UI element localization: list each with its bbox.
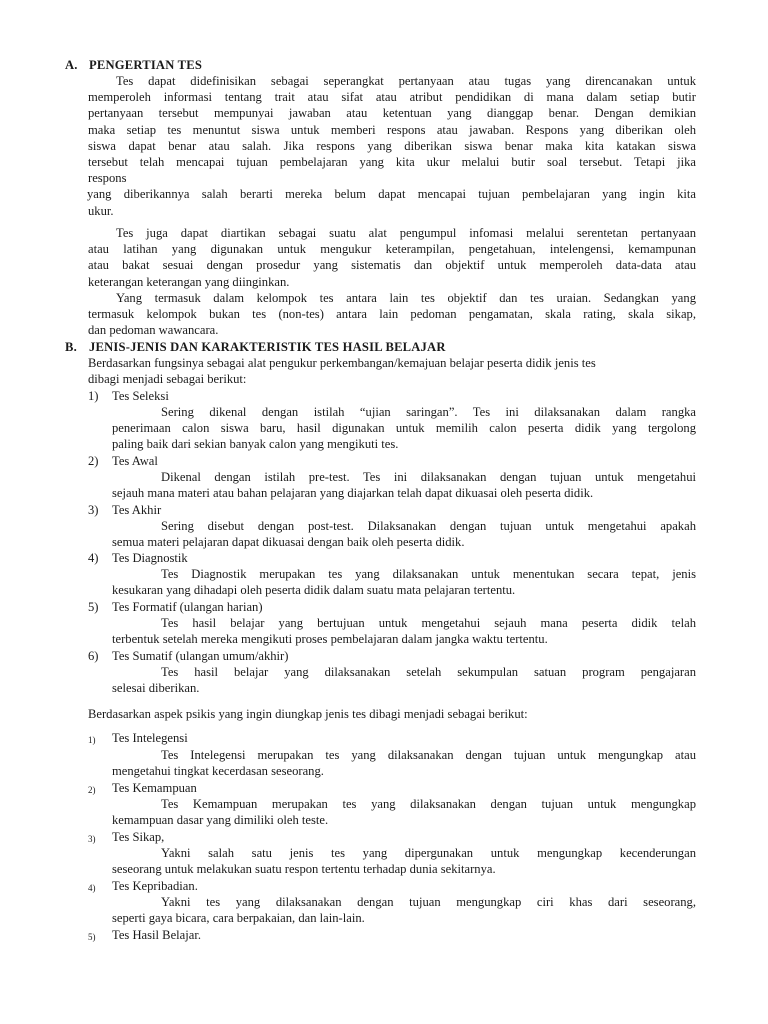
section-a-paragraph-2: Tes juga dapat diartikan sebagai suatu alat pengumpul infomasi melalui serentetan pertanyaan atau latihan yang digunakan untuk mengukur keterampilan, pengetahuan, intelengensi, kemampunan atau bakat sesuai dengan prosedur yang sistematis dan objektif untuk memperoleh data-data atau keterangan keterangan yang diinginkan.: [88, 226, 696, 289]
list-item-title: Tes Awal: [112, 454, 158, 468]
list-number: 2): [88, 454, 99, 468]
list-item-title: Tes Sikap,: [112, 830, 165, 844]
list-item-title: Tes Intelegensi: [112, 731, 188, 745]
list-item-title: Tes Seleksi: [112, 389, 169, 403]
list-item-description: Sering disebut dengan post-test. Dilaksanakan dengan tujuan untuk mengetahui apakah semua materi pelajaran dapat dikuasai dengan baik oleh peserta didik.: [112, 519, 696, 550]
list-number: 3): [88, 503, 99, 517]
list-item-description: Tes Intelegensi merupakan tes yang dilaksanakan dengan tujuan untuk mengungkap atau mengetahui tingkat kecerdasan seseorang.: [112, 748, 696, 779]
section-a-paragraph-1: Tes dapat didefinisikan sebagai seperangkat pertanyaan atau tugas yang direncanakan untuk memperoleh informasi tentang trait atau sifat atau atribut pendidikan di mana dalam setiap butir pertanyaan tersebut mempunyai jawaban atau ketentuan yang dianggap benar. Dengan demikian maka setiap tes menuntut siswa untuk memberi respons atau jawaban. Respons yang diberikan oleh siswa dapat benar atau salah. Jika respons yang diberikan siswa benar maka kita katakan siswa tersebut telah mencapai tujuan pembelajaran yang kita ukur melalui butir soal tersebut. Tetapi jika respons yang diberikannya salah berarti mereka belum dapat mencapai tujuan pembelajaran yang ingin kita ukur.: [87, 74, 696, 218]
section-b-title: JENIS-JENIS DAN KARAKTERISTIK TES HASIL BELAJAR: [89, 340, 446, 354]
list-number: 4): [88, 551, 99, 565]
list-item-description: Sering dikenal dengan istilah “ujian saringan”. Tes ini dilaksanakan dalam rangka penerimaan calon siswa baru, hasil digunakan untuk memilih calon peserta didik yang tergolong paling baik dari sekian banyak calon yang mengikuti tes.: [112, 405, 696, 452]
section-a-title: PENGERTIAN TES: [89, 58, 203, 72]
list-item-title: Tes Kepribadian.: [112, 879, 198, 893]
section-b-heading: [65, 339, 698, 355]
list-item-title: Tes Hasil Belajar.: [112, 928, 201, 942]
list-number: 4): [88, 883, 96, 893]
list-number: 5): [88, 600, 99, 614]
list-number: 1): [88, 389, 99, 403]
list-item-title: Tes Diagnostik: [112, 551, 188, 565]
list-item-title: Tes Akhir: [112, 503, 162, 517]
section-a-paragraph-3: Yang termasuk dalam kelompok tes antara lain tes objektif dan tes uraian. Sedangkan yang termasuk kelompok bukan tes (non-tes) antara lain pedoman pengamatan, skala rating, skala sikap, dan pedoman wawancara.: [88, 291, 696, 338]
list-item-description: Tes Kemampuan merupakan tes yang dilaksanakan dengan tujuan untuk mengungkap kemampuan dasar yang dimiliki oleh teste.: [112, 797, 696, 828]
section-a-label: A.: [65, 58, 78, 72]
list-item-title: Tes Formatif (ulangan harian): [112, 600, 263, 614]
list-item-title: Tes Sumatif (ulangan umum/akhir): [112, 649, 289, 663]
list-number: 3): [88, 834, 96, 844]
list-item-description: Tes hasil belajar yang dilaksanakan setelah sekumpulan satuan program pengajaran selesai diberikan.: [112, 665, 696, 696]
list-number: 1): [88, 735, 96, 745]
list-number: 6): [88, 649, 99, 663]
list-item-description: Dikenal dengan istilah pre-test. Tes ini dilaksanakan dengan tujuan untuk mengetahui sejauh mana materi atau bahan pelajaran yang diajarkan telah dapat dikuasai oleh peserta didik.: [112, 470, 696, 501]
list-number: 5): [88, 932, 96, 942]
section-b-intro: Berdasarkan fungsinya sebagai alat pengukur perkembangan/kemajuan belajar peserta didik jenis tes dibagi menjadi sebagai berikut:: [88, 356, 596, 387]
list-item-description: Tes hasil belajar yang bertujuan untuk mengetahui sejauh mana peserta didik telah terbentuk setelah mereka mengikuti proses pembelajaran dalam jangka waktu tertentu.: [112, 616, 696, 647]
list-number: 2): [88, 785, 96, 795]
list-item-title: Tes Kemampuan: [112, 781, 197, 795]
section-a-heading: [65, 57, 698, 73]
section-b-label: B.: [65, 340, 77, 354]
list-item-description: Yakni salah satu jenis tes yang dipergunakan untuk mengungkap kecenderungan seseorang untuk melakukan suatu respon tertentu terhadap dunia sekitarnya.: [112, 846, 696, 877]
list-item-description: Tes Diagnostik merupakan tes yang dilaksanakan untuk menentukan secara tepat, jenis kesukaran yang dihadapi oleh peserta didik dalam suatu mata pelajaran tertentu.: [112, 567, 696, 598]
section-b-intro-2: Berdasarkan aspek psikis yang ingin diungkap jenis tes dibagi menjadi sebagai berikut:: [88, 707, 528, 721]
list-item-description: Yakni tes yang dilaksanakan dengan tujuan mengungkap ciri khas dari seseorang, seperti gaya bicara, cara berpakaian, dan lain-lain.: [112, 895, 696, 926]
